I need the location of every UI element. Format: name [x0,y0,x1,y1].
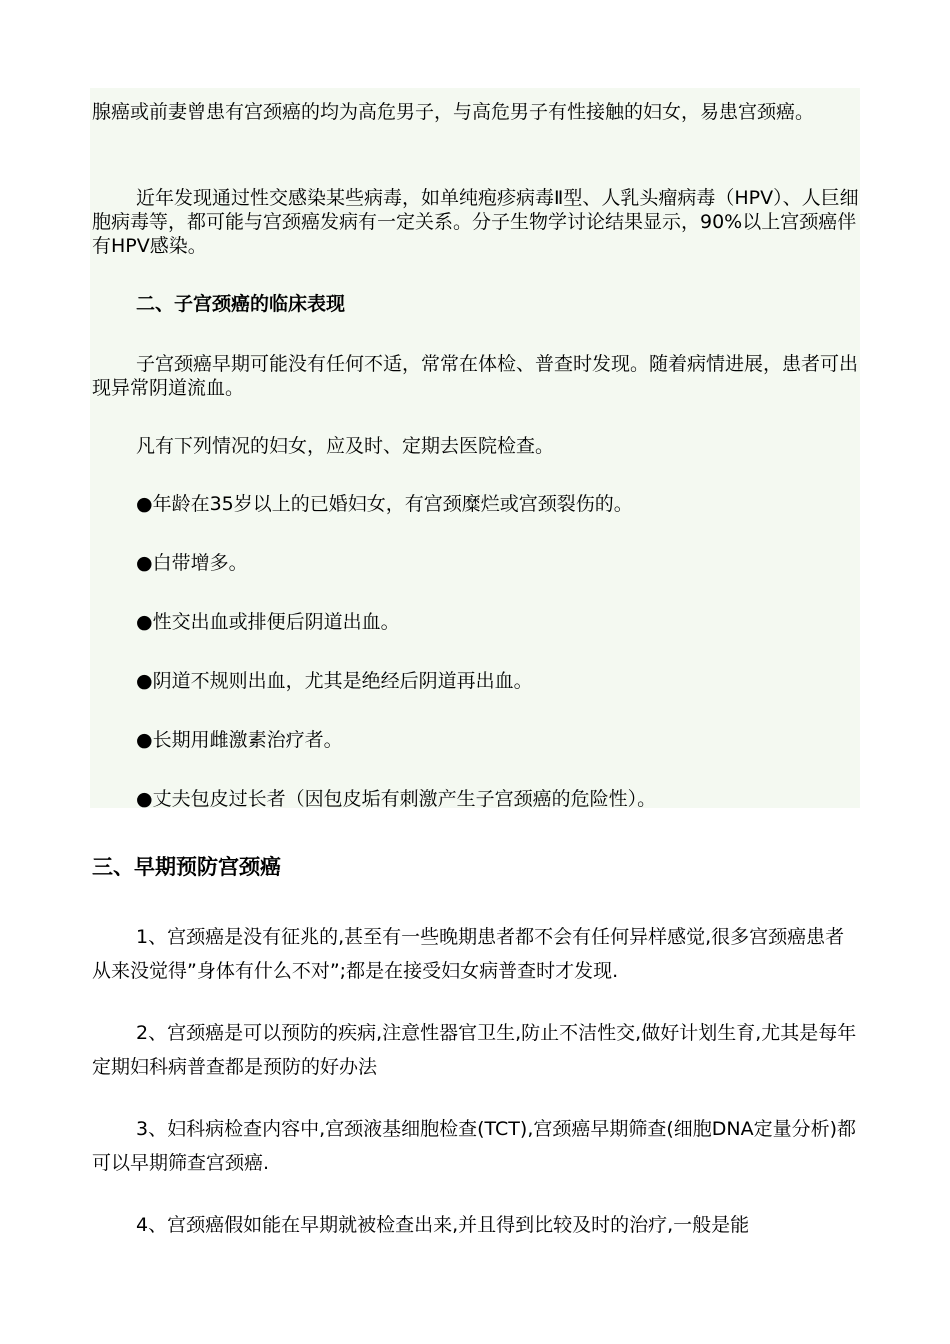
prevention-item-4: 4、宫颈癌假如能在早期就被检查出来,并且得到比较及时的治疗,一般是能 [136,1214,750,1236]
paragraph-early-symptoms: 子宫颈癌早期可能没有任何不适，常常在体检、普查时发现。随着病情进展，患者可出现异常阴道流血。 [92,353,859,399]
subheading-clinical-manifestations: 二、子宫颈癌的临床表现 [136,293,346,315]
bullet-item: ●丈夫包皮过长者（因包皮垢有刺激产生子宫颈癌的危险性）。 [136,788,657,810]
prevention-item-1: 1、宫颈癌是没有征兆的,甚至有一些晚期患者都不会有任何异样感觉,很多宫颈癌患者从来没觉得”身体有什么不对”;都是在接受妇女病普查时才发现. [92,926,845,982]
bullet-item: ●性交出血或排便后阴道出血。 [136,611,400,633]
paragraph-high-risk-men: 腺癌或前妻曾患有宫颈癌的均为高危男子，与高危男子有性接触的妇女，易患宫颈癌。 [92,101,815,123]
bullet-item: ●白带增多。 [136,552,248,574]
bullet-item: ●长期用雌激素治疗者。 [136,729,343,751]
prevention-item-2: 2、宫颈癌是可以预防的疾病,注意性器官卫生,防止不洁性交,做好计划生育,尤其是每年定期妇科病普查都是预防的好办法 [92,1022,857,1078]
bullet-item: ●阴道不规则出血，尤其是绝经后阴道再出血。 [136,670,533,692]
paragraph-virus-infection: 近年发现通过性交感染某些病毒，如单纯疱疹病毒Ⅱ型、人乳头瘤病毒（HPV）、人巨细胞病毒等，都可能与宫颈癌发病有一定关系。分子生物学讨论结果显示，90%以上宫颈癌伴有HPV感染。 [92,187,859,257]
bullet-item: ●年龄在35岁以上的已婚妇女，有宫颈糜烂或宫颈裂伤的。 [136,493,633,515]
paragraph-checkup-advice: 凡有下列情况的妇女，应及时、定期去医院检查。 [136,435,555,457]
prevention-item-3: 3、妇科病检查内容中,宫颈液基细胞检查(TCT),宫颈癌早期筛查(细胞DNA定量分析)都可以早期筛查宫颈癌. [92,1118,857,1174]
section-heading-prevention: 三、早期预防宫颈癌 [92,855,281,879]
